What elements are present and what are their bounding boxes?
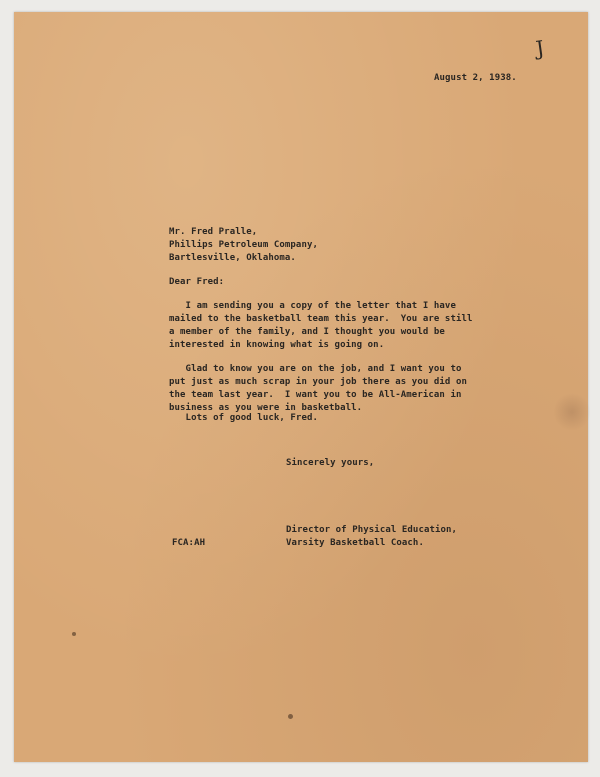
paragraph-1-line-1: I am sending you a copy of the letter that I have (169, 301, 456, 311)
closing: Sincerely yours, (286, 458, 375, 468)
paragraph-2-line-4: business as you were in basketball. (169, 403, 363, 413)
recipient-name: Mr. Fred Pralle, (169, 227, 258, 237)
corner-mark: J (534, 35, 546, 61)
letter-page (14, 12, 588, 762)
paragraph-1-line-3: a member of the family, and I thought you would be (169, 327, 445, 337)
paper-spot (72, 632, 76, 636)
paragraph-2-line-1: Glad to know you are on the job, and I want you to (169, 364, 462, 374)
salutation: Dear Fred: (169, 277, 225, 287)
signature-title-1: Director of Physical Education, (286, 525, 458, 535)
recipient-city: Bartlesville, Oklahoma. (169, 253, 296, 263)
typist-initials: FCA:AH (172, 538, 206, 548)
signature-title-2: Varsity Basketball Coach. (286, 538, 424, 548)
paragraph-3: Lots of good luck, Fred. (169, 413, 318, 423)
paper-stain (554, 392, 590, 432)
recipient-company: Phillips Petroleum Company, (169, 240, 318, 250)
paragraph-1-line-4: interested in knowing what is going on. (169, 340, 385, 350)
letter-date: August 2, 1938. (434, 73, 517, 83)
paragraph-1-line-2: mailed to the basketball team this year. You are still (169, 314, 473, 324)
paragraph-2-line-3: the team last year. I want you to be All-American in (169, 390, 462, 400)
paper-spot (288, 714, 293, 719)
paragraph-2-line-2: put just as much scrap in your job there as you did on (169, 377, 467, 387)
